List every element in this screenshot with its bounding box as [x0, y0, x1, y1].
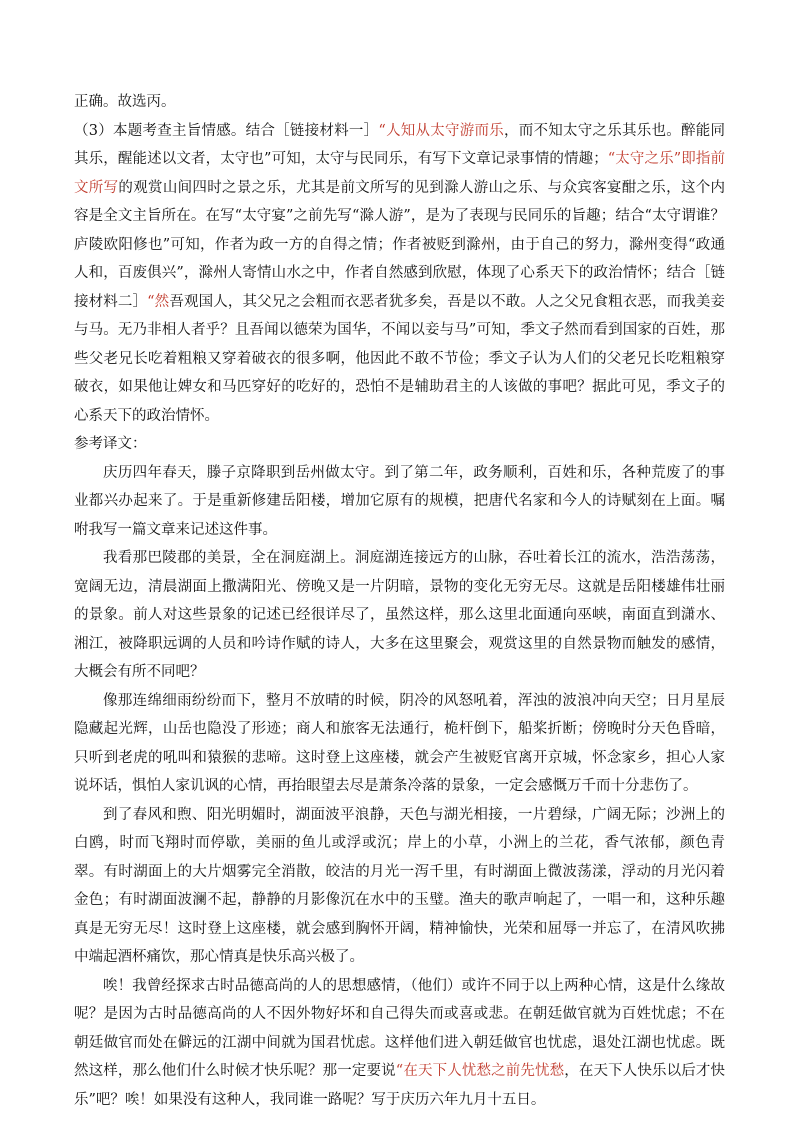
translation-5-text-1: 唉！我曾经探求古时品德高尚的人的思想感情，（他们）或许不同于以上两种心情，这是什么缘故呢？是因为古时品德高尚的人不因外物好坏和自己得失而或喜或悲。在朝廷做官就为百姓忧虑；不在朝廷做官而处在僻远的江湖中间就为国君忧虑。这样他们进入朝廷做官也忧虑，退处江湖也忧虑。既然这样，那么他们什么时候才快乐呢？那一定要说 — [74, 977, 725, 1079]
translation-paragraph-2: 我看那巴陵郡的美景，全在洞庭湖上。洞庭湖连接远方的山脉，吞吐着长江的流水，浩浩荡荡，宽阔无边，清晨湖面上撒满阳光、傍晚又是一片阴暗，景物的变化无穷无尽。这就是岳阳楼雄伟壮丽的景象。前人对这些景象的记述已经很详尽了，虽然这样，那么这里北面通向巫峡，南面直到潇水、湘江，被降职远调的人员和吟诗作赋的诗人，大多在这里聚会，观赏这里的自然景物而触发的感情，大概会有所不同吧？ — [74, 550, 725, 680]
quote-xian-tianxia-zhi-you: “在天下人忧愁之前先忧愁 — [395, 1063, 565, 1079]
answer-3-text-3: 的观赏山间四时之景之乐，尤其是前文所写的见到滁人游山之乐、与众宾客宴酣之乐，这个内容是全文主旨所在。在写“太守宴”之前先写“滁人游”，是为了表现与民同乐的旨趣；结合“太守谓谁？庐陵欧阳修也”可知，作者为政一方的自得之情；作者被贬到滁州，由于自己的努力，滁州变得“政通人和，百废俱兴”，滁州人寄情山水之中，作者自然感到欣慰，体现了心系天下的政治情怀；结合［链接材料二］ — [74, 179, 726, 310]
translation-5-text-2: ，在天下人快乐以后才快乐”吧？唉！如果没有这种人，我同谁一路呢？写于庆历六年九月十五日。 — [74, 1063, 726, 1108]
answer-3-text-2: ，而不知太守之乐其乐也。醉能同其乐，醒能述以文者，太守也”可知，太守与民同乐，有写下文章记录事情的情趣； — [74, 122, 725, 167]
answer-3-text-4: 吾观国人，其父兄之会粗而衣恶者犹多矣，吾是以不敢。人之父兄食粗衣恶，而我美妾与马。无乃非相人者乎？且吾闻以德荣为国华，不闻以妾与马”可知，季文子然而看到国家的百姓，那些父老兄长吃着粗粮又穿着破衣的很多啊，他因此不敢不节俭；季文子认为人们的父老兄长吃粗粮穿破衣，如果他让婢女和马匹穿好的吃好的，恐怕不是辅助君主的人该做的事吧？据此可见，季文子的心系天下的政治情怀。 — [74, 293, 725, 424]
quote-material-1: “人知从太守游而乐 — [378, 122, 505, 139]
translation-paragraph-4: 到了春风和煦、阳光明媚时，湖面波平浪静，天色与湖光相接，一片碧绿，广阔无际；沙洲上的白鸥，时而飞翔时而停歇，美丽的鱼儿或浮或沉；岸上的小草，小洲上的兰花，香气浓郁，颜色青翠。有时湖面上的大片烟雾完全消散，皎洁的月光一泻千里，有时湖面上微波荡漾，浮动的月光闪着金色；有时湖面波澜不起，静静的月影像沉在水中的玉璧。渔夫的歌声响起了，一唱一和，这种乐趣真是无穷无尽！这时登上这座楼，就会感到胸怀开阔，精神愉快，光荣和屈辱一并忘了，在清风吹拂中端起酒杯痛饮，那心情真是快乐高兴极了。 — [74, 806, 725, 965]
answer-3-text-1: （3）本题考查主旨情感。结合［链接材料一］ — [74, 122, 379, 139]
translation-heading: 参考译文： — [74, 436, 147, 452]
translation-paragraph-5 — [74, 972, 725, 1115]
answer-3-paragraph — [74, 117, 725, 431]
quote-taishou-zhi-le: “太守之乐”即指前文所写 — [74, 151, 725, 196]
quote-material-2: “然 — [147, 293, 170, 310]
translation-paragraph-1: 庆历四年春天，滕子京降职到岳州做太守。到了第二年，政务顺利，百姓和乐，各种荒废了的事业都兴办起来了。于是重新修建岳阳楼，增加它原有的规模，把唐代名家和今人的诗赋刻在上面。嘱咐我写一篇文章来记述这件事。 — [74, 464, 725, 538]
translation-paragraph-3: 像那连绵细雨纷纷而下，整月不放晴的时候，阴冷的风怒吼着，浑浊的波浪冲向天空；日月星辰隐藏起光辉，山岳也隐没了形迹；商人和旅客无法通行，桅杆倒下，船桨折断；傍晚时分天色昏暗，只听到老虎的吼叫和猿猴的悲啼。这时登上这座楼，就会产生被贬官离开京城，怀念家乡，担心人家说坏话，惧怕人家讥讽的心情，再抬眼望去尽是萧条冷落的景象，一定会感慨万千而十分悲伤了。 — [74, 692, 725, 794]
answer-conclusion: 正确。故选丙。 — [74, 94, 176, 110]
document-page — [74, 88, 725, 1114]
